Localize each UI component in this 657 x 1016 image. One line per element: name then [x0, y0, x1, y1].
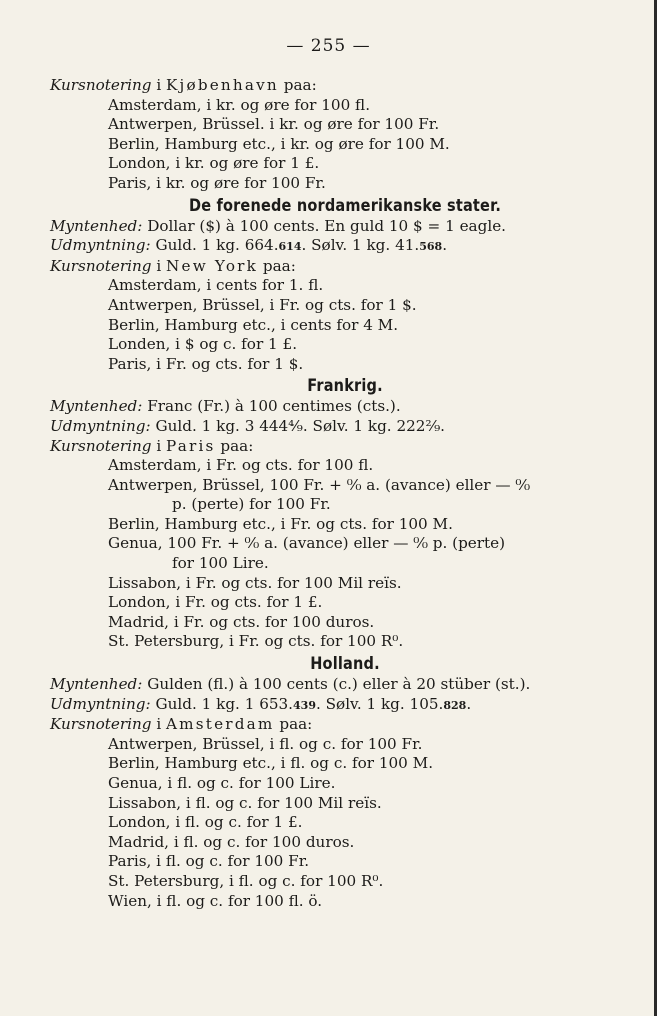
list-item: Antwerpen, Brüssel, i Fr. og cts. for 1 $.	[108, 295, 417, 314]
list-item: Paris, i kr. og øre for 100 Fr.	[108, 173, 326, 192]
list-item: Lissabon, i Fr. og cts. for 100 Mil reïs.	[108, 573, 402, 592]
kursnotering-newyork-line	[50, 257, 640, 277]
udmyntning-label: Udmyntning:	[50, 694, 151, 713]
udmyntning-text: . Sølv. 1 kg. 105.	[315, 694, 444, 713]
udmyntning-end: .	[466, 694, 472, 713]
section-heading-holland: Holland.	[310, 654, 380, 674]
udmyntning-decimal: 568	[419, 240, 443, 254]
kursnotering-label: Kursnotering	[50, 436, 152, 455]
kursnotering-city: Amsterdam	[166, 715, 275, 734]
myntenhed-line	[50, 675, 640, 695]
list-item-continuation: for 100 Lire.	[172, 554, 269, 573]
myntenhed-text: Gulden (fl.) à 100 cents (c.) eller à 20 stüber (st.).	[142, 675, 531, 694]
list-item: Genua, i fl. og c. for 100 Lire.	[108, 774, 336, 792]
list-item: London, i kr. og øre for 1 £.	[108, 154, 320, 173]
udmyntning-text: . Sølv. 1 kg. 41.	[301, 236, 420, 255]
udmyntning-line	[50, 417, 640, 437]
kursnotering-suffix: paa:	[258, 256, 296, 275]
kursnotering-label: Kursnotering	[50, 715, 152, 734]
udmyntning-decimal: 828	[443, 698, 467, 712]
section-heading-france: Frankrig.	[307, 376, 383, 396]
kursnotering-suffix: paa:	[278, 76, 317, 94]
myntenhed-label: Myntenhed:	[50, 397, 143, 416]
udmyntning-label: Udmyntning:	[50, 236, 151, 255]
list-item: Berlin, Hamburg etc., i cents for 4 M.	[108, 315, 399, 334]
kursnotering-text: i	[151, 436, 167, 455]
kursnotering-suffix: paa:	[274, 715, 313, 734]
udmyntning-line	[50, 236, 640, 257]
kursnotering-city: Paris	[166, 436, 216, 455]
list-item: St. Petersburg, i fl. og c. for 100 R⁰.	[108, 871, 384, 890]
list-item: Amsterdam, i cents for 1. fl.	[108, 276, 324, 295]
kursnotering-text: i	[151, 256, 167, 275]
myntenhed-text: Dollar ($) à 100 cents. En guld 10 $ = 1 eagle.	[142, 216, 507, 235]
list-item: Antwerpen, Brüssel, 100 Fr. + ⁰⁄₀ a. (avance) eller — ⁰⁄₀	[108, 475, 531, 494]
page-content	[50, 76, 640, 911]
list-item: Berlin, Hamburg etc., i Fr. og cts. for 100 M.	[108, 514, 453, 533]
list-item: Antwerpen, Brüssel, i fl. og c. for 100 Fr.	[108, 734, 423, 753]
kursnotering-kobenhavn-line	[50, 76, 640, 96]
kursnotering-city: New York	[166, 256, 259, 275]
list-item: Amsterdam, i Fr. og cts. for 100 fl.	[108, 456, 374, 475]
list-item: Berlin, Hamburg etc., i fl. og c. for 100 M.	[108, 754, 434, 773]
list-item: St. Petersburg, i Fr. og cts. for 100 R⁰.	[108, 632, 404, 651]
udmyntning-end: .	[442, 236, 448, 255]
myntenhed-label: Myntenhed:	[50, 216, 143, 235]
list-item-continuation: p. (perte) for 100 Fr.	[172, 495, 331, 514]
kursnotering-label: Kursnotering	[50, 256, 152, 275]
udmyntning-decimal: 614	[278, 240, 302, 254]
list-item: London, i Fr. og cts. for 1 £.	[108, 593, 323, 612]
list-item: Londen, i $ og c. for 1 £.	[108, 335, 298, 354]
section-heading-usa: De forenede nordamerikanske stater.	[188, 195, 502, 215]
list-item: Genua, 100 Fr. + ⁰⁄₀ a. (avance) eller — ⁰⁄₀ p. (perte)	[108, 534, 506, 553]
page-number: — 255 —	[286, 36, 371, 56]
list-item: Antwerpen, Brüssel. i kr. og øre for 100 Fr.	[108, 115, 440, 134]
kursnotering-paris-line	[50, 437, 640, 457]
kursnotering-city: Kjøbenhavn	[166, 76, 279, 94]
myntenhed-line	[50, 217, 640, 237]
udmyntning-line	[50, 695, 640, 716]
list-item: Paris, i Fr. og cts. for 1 $.	[108, 354, 304, 373]
list-item: Lissabon, i fl. og c. for 100 Mil reïs.	[108, 793, 382, 812]
kursnotering-amsterdam-line	[50, 715, 640, 735]
list-item: Berlin, Hamburg etc., i kr. og øre for 100 M.	[108, 134, 450, 153]
udmyntning-decimal: 439	[293, 698, 316, 712]
udmyntning-text: Guld. 1 kg. 1 653.	[150, 694, 294, 713]
kursnotering-text: i	[151, 76, 167, 94]
list-item: Paris, i fl. og c. for 100 Fr.	[108, 852, 310, 871]
kursnotering-text: i	[151, 715, 167, 734]
list-item: Madrid, i fl. og c. for 100 duros.	[108, 832, 355, 851]
udmyntning-text: Guld. 1 kg. 664.	[150, 236, 279, 255]
myntenhed-line	[50, 397, 640, 417]
myntenhed-text: Franc (Fr.) à 100 centimes (cts.).	[142, 397, 401, 416]
list-item: Wien, i fl. og c. for 100 fl. ö.	[108, 891, 323, 910]
myntenhed-label: Myntenhed:	[50, 675, 143, 694]
list-item: London, i fl. og c. for 1 £.	[108, 813, 303, 832]
udmyntning-text: Guld. 1 kg. 3 444⁴⁄₉. Sølv. 1 kg. 222²⁄₉.	[150, 416, 445, 435]
kursnotering-suffix: paa:	[215, 436, 254, 455]
udmyntning-label: Udmyntning:	[50, 416, 151, 435]
list-item: Madrid, i Fr. og cts. for 100 duros.	[108, 612, 375, 631]
list-item: Amsterdam, i kr. og øre for 100 fl.	[108, 95, 371, 114]
kursnotering-label: Kursnotering	[50, 76, 152, 94]
